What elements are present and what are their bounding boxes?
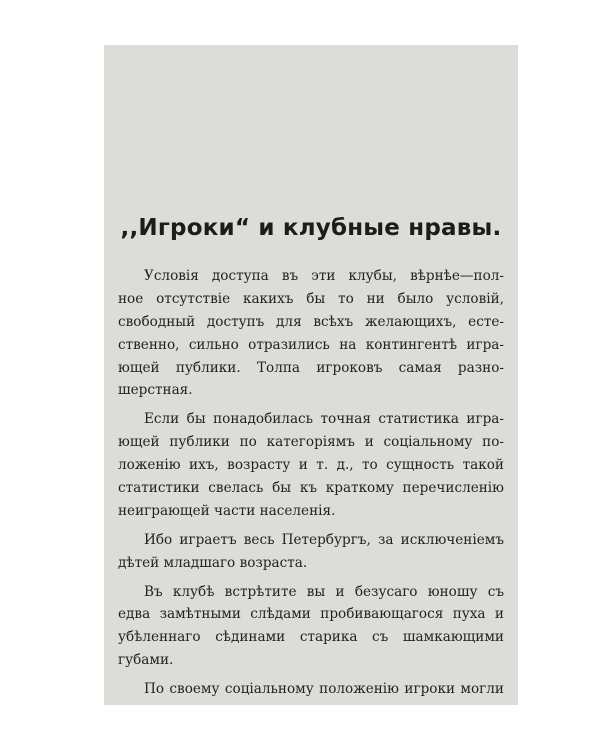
- text-line: Ибо играетъ весь Петербургъ, за исключеніемъ: [144, 531, 504, 548]
- text-line: ложенію ихъ, возрасту и т. д., то сущность такой: [118, 457, 504, 474]
- text-line: неиграющей части населенія.: [118, 502, 336, 519]
- text-line: ное отсутствіе какихъ бы то ни было условій,: [118, 290, 504, 307]
- paragraph: [118, 408, 504, 522]
- text-line: ющей публики по категоріямъ и соціальному по-: [118, 434, 504, 451]
- text-line: ющей публики. Толпа игроковъ самая разно-: [118, 359, 504, 376]
- text-line: дѣтей младшаго возраста.: [118, 554, 308, 571]
- text-line: свободный доступъ для всѣхъ желающихъ, есте-: [118, 313, 504, 330]
- text-line: Если бы понадобилась точная статистика игра-: [144, 411, 504, 428]
- text-line: ственно, сильно отразились на контингентѣ игра-: [118, 336, 504, 353]
- paragraph: [118, 529, 504, 575]
- text-line: губами.: [118, 652, 174, 669]
- text-line: По своему соціальному положенію игроки могли: [144, 681, 504, 698]
- text-line: Въ клубѣ встрѣтите вы и безусаго юношу съ: [144, 583, 504, 600]
- paragraph: [118, 678, 504, 701]
- text-line: шерстная.: [118, 382, 193, 399]
- paragraph: [118, 581, 504, 673]
- body-text: [118, 265, 504, 705]
- text-line: Условія доступа въ эти клубы, вѣрнѣе—пол-: [144, 268, 504, 284]
- text-line: статистики свелась бы къ краткому перечисленію: [118, 480, 504, 497]
- text-line: едва замѣтными слѣдами пробивающагося пуха и: [118, 606, 504, 623]
- chapter-heading: ,,Игроки“ и клубные нравы.: [120, 215, 502, 241]
- paragraph: [118, 265, 504, 402]
- book-page: [104, 45, 518, 705]
- text-line: убѣленнаго сѣдинами старика съ шамкающими: [118, 629, 504, 646]
